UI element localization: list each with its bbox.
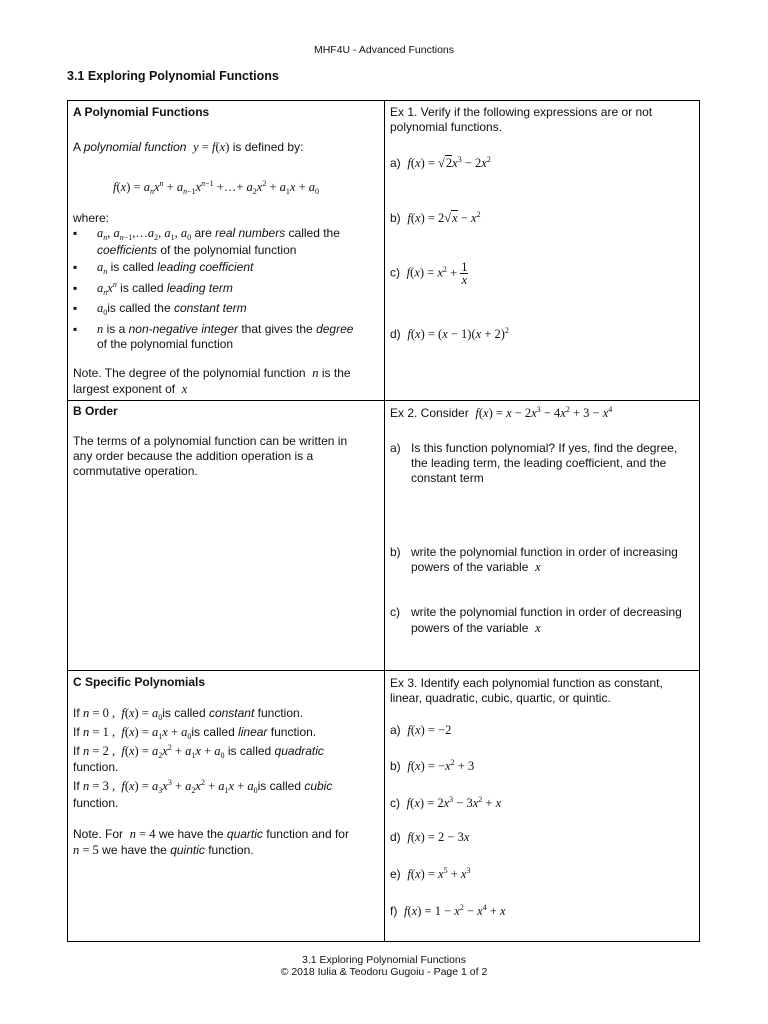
quadratic-case: If n = 2 , $f(x) = a_2x^2 + a_1x + a_0$ is called quadratic — [73, 743, 324, 760]
ex1-item-d: d) $f(x) = (x - 1)(x + 2)^2$ — [390, 326, 509, 341]
cubic-case: If n = 3 , $f(x) = a_3x^3 + a_2x^2 + a_1x + a_0is$ called cubic — [73, 778, 333, 795]
bullet-icon: ▪ — [73, 301, 78, 315]
bullet-leading-coefficient: $a_n$ is called leading coefficient — [97, 260, 254, 276]
ex2-a-text: the leading term, the leading coefficient, and the — [411, 456, 667, 470]
where-label: where: — [73, 211, 110, 225]
ex2-a-label: a) — [390, 441, 401, 455]
ex1-prompt: Ex 1. Verify if the following expressions are or not — [390, 105, 653, 119]
ex3-item-e: e) $f(x) = x^5 + x^3$ — [390, 866, 471, 881]
exercise-2 — [390, 406, 695, 666]
ex2-a-text: constant term — [411, 471, 484, 485]
ex3-item-c: c) $f(x) = 2x^3 - 3x^2 + x$ — [390, 795, 502, 810]
section-b-text: commutative operation. — [73, 464, 198, 478]
page-title: 3.1 Exploring Polynomial Functions — [67, 69, 279, 83]
ex2-prompt: Ex 2. Consider $f(x) = x - 2x^3 - 4x^2 + 3 - x^4$ — [390, 405, 613, 420]
bullet-coefficients: $a_n$, $a_{n-1},\dots a_2$, $a_1$, $a_0$ are real numbers called the — [97, 226, 340, 242]
bullet-icon: ▪ — [73, 281, 78, 295]
row-divider — [68, 670, 699, 671]
row-divider — [68, 400, 699, 401]
ex2-b-text: write the polynomial function in order of increasing — [411, 545, 678, 559]
note-degree-cont: largest exponent of x — [73, 382, 188, 396]
ex3-item-b: b) $f(x) = -x^2 + 3$ — [390, 758, 475, 773]
ex2-b-label: b) — [390, 545, 401, 559]
definition-bullets — [73, 226, 378, 356]
note-quartic: Note. For n = 4 we have the quartic function and for — [73, 827, 349, 841]
linear-case: If n = 1 , $f(x) = a_1x + a_0is$ called linear function. — [73, 725, 317, 741]
definition-line: A polynomial function y = f(x) is defined by: — [73, 140, 304, 154]
bullet-degree: n is a non-negative integer that gives the degree — [97, 322, 354, 336]
section-b-text: any order because the addition operation is a — [73, 449, 314, 463]
section-b-text: The terms of a polynomial function can be written in — [73, 434, 348, 448]
section-c-heading: C Specific Polynomials — [73, 675, 206, 689]
ex3-prompt: Ex 3. Identify each polynomial function as constant, — [390, 676, 663, 690]
ex3-item-f: f) $f(x) = 1 - x^2 - x^4 + x$ — [390, 903, 506, 918]
quadratic-case-cont: function. — [73, 760, 119, 774]
section-a-heading: A Polynomial Functions — [73, 105, 210, 119]
bullet-degree-cont: of the polynomial function — [97, 337, 234, 351]
ex1-item-c: c) $f(x) = x^2$ + $\frac{1}{x}$ — [390, 260, 468, 287]
content-table — [67, 100, 700, 942]
note-quintic: n = 5 we have the quintic function. — [73, 843, 254, 857]
ex1-prompt-cont: polynomial functions. — [390, 120, 503, 134]
bullet-leading-term: $a_nx^n$ is called leading term — [97, 280, 233, 297]
exercise-3 — [390, 676, 695, 936]
ex1-item-b: b) $f(x) = 2√x - x^2$ — [390, 210, 481, 225]
ex2-c-text: powers of the variable x — [411, 621, 541, 635]
page-footer — [0, 954, 768, 978]
bullet-icon: ▪ — [73, 322, 78, 336]
ex2-a-text: Is this function polynomial? If yes, find the degree, — [411, 441, 678, 455]
bullet-constant-term: $a_0is$ called the constant term — [97, 301, 247, 317]
exercise-1 — [390, 105, 695, 395]
section-c — [73, 675, 378, 935]
ex3-prompt-cont: linear, quadratic, cubic, quartic, or quintic. — [390, 691, 611, 705]
ex1-item-a: a) $f(x) = √2x^3 - 2x^2$ — [390, 155, 491, 170]
ex2-b-text: powers of the variable x — [411, 560, 541, 574]
running-header: MHF4U - Advanced Functions — [313, 44, 455, 56]
ex3-item-a: a) f(x) = −2 — [390, 723, 452, 737]
section-b-heading: B Order — [73, 404, 118, 418]
column-divider — [384, 101, 385, 941]
footer-copyright: © 2018 Iulia & Teodoru Gugoiu - Page 1 of 2 — [280, 966, 488, 978]
footer-title: 3.1 Exploring Polynomial Functions — [301, 954, 466, 966]
note-degree: Note. The degree of the polynomial function n is the — [73, 366, 351, 380]
bullet-icon: ▪ — [73, 260, 78, 274]
ex2-c-text: write the polynomial function in order of decreasing — [411, 605, 682, 619]
bullet-icon: ▪ — [73, 226, 78, 240]
ex2-c-label: c) — [390, 605, 400, 619]
constant-case: If n = 0 , $f(x) = a_0is$ called constant function. — [73, 706, 304, 722]
bullet-coefficients-cont: coefficients of the polynomial function — [97, 243, 297, 257]
ex3-item-d: d) f(x) = 2 − 3x — [390, 830, 470, 844]
polynomial-formula: $f(x) = a_nx^n + a_{n-1}x^{n-1}$ +…+ $a_2x^2 + a_1x + a_0$ — [113, 179, 320, 196]
cubic-case-cont: function. — [73, 796, 119, 810]
